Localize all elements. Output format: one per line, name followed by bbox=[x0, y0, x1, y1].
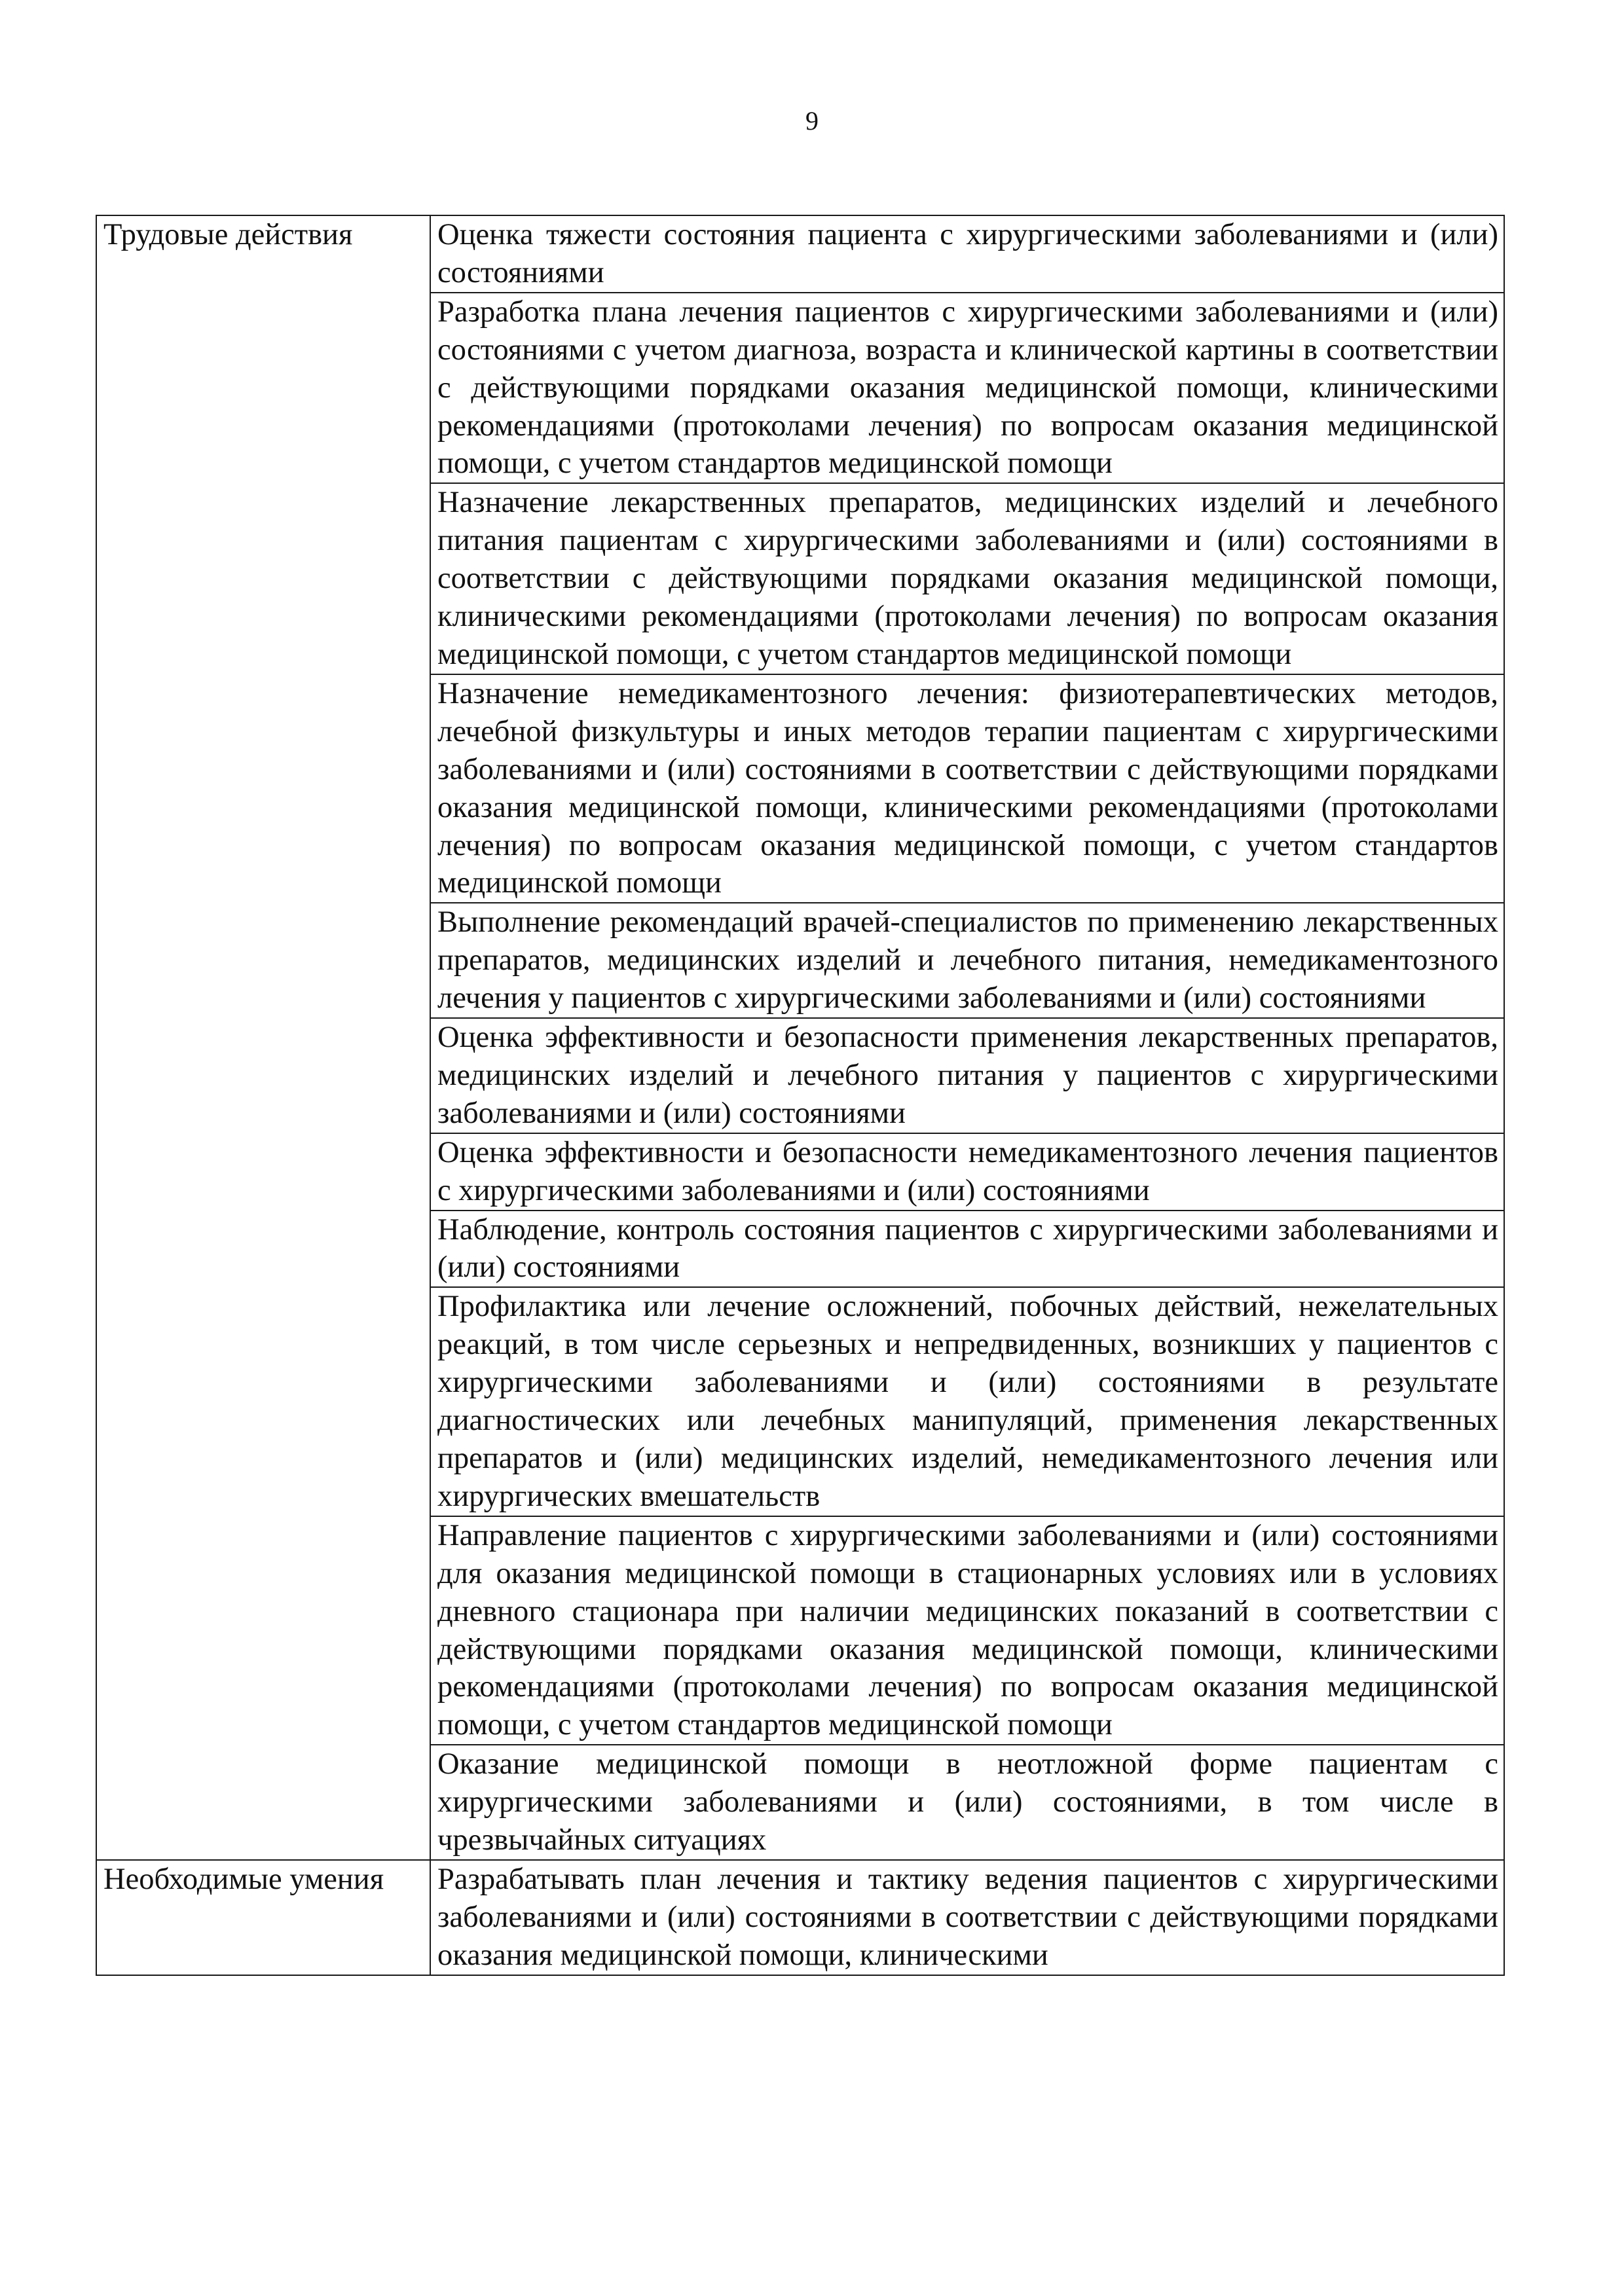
section-label-required-skills: Необходимые умения bbox=[96, 1860, 430, 1975]
table-cell: Профилактика или лечение осложнений, побочных действий, нежелательных реакций, в том числе серьезных и непредвиденных, возникших у пациентов с хирургическими заболеваниями и (или) состояниями в результате диагностических или лечебных манипуляций, применения лекарственных препаратов и (или) медицинских изделий, немедикаментозного лечения или хирургических вмешательств bbox=[430, 1287, 1504, 1516]
table-cell: Направление пациентов с хирургическими заболеваниями и (или) состояниями для оказания медицинской помощи в стационарных условиях или в условиях дневного стационара при наличии медицинских показаний в соответствии с действующими порядками оказания медицинской помощи, клиническими рекомендациями (протоколами лечения) по вопросам оказания медицинской помощи, с учетом стандартов медицинской помощи bbox=[430, 1516, 1504, 1745]
labor-functions-table bbox=[96, 215, 1505, 1976]
section-label-labor-actions: Трудовые действия bbox=[96, 215, 430, 1860]
table-cell: Наблюдение, контроль состояния пациентов с хирургическими заболеваниями и (или) состояниями bbox=[430, 1211, 1504, 1288]
table-cell: Выполнение рекомендаций врачей-специалистов по применению лекарственных препаратов, медицинских изделий и лечебного питания, немедикаментозного лечения у пациентов с хирургическими заболеваниями и (или) состояниями bbox=[430, 903, 1504, 1018]
table-cell: Оценка тяжести состояния пациента с хирургическими заболеваниями и (или) состояниями bbox=[430, 215, 1504, 293]
table-cell: Назначение немедикаментозного лечения: физиотерапевтических методов, лечебной физкультуры и иных методов терапии пациентам с хирургическими заболеваниями и (или) состояниями в соответствии с действующими порядками оказания медицинской помощи, клиническими рекомендациями (протоколами лечения) по вопросам оказания медицинской помощи, с учетом стандартов медицинской помощи bbox=[430, 674, 1504, 903]
table-row bbox=[96, 1860, 1504, 1975]
table-cell: Назначение лекарственных препаратов, медицинских изделий и лечебного питания пациентам с хирургическими заболеваниями и (или) состояниями в соответствии с действующими порядками оказания медицинской помощи, клиническими рекомендациями (протоколами лечения) по вопросам оказания медицинской помощи, с учетом стандартов медицинской помощи bbox=[430, 483, 1504, 674]
table-cell: Разработка плана лечения пациентов с хирургическими заболеваниями и (или) состояниями с учетом диагноза, возраста и клинической картины в соответствии с действующими порядками оказания медицинской помощи, клиническими рекомендациями (протоколами лечения) по вопросам оказания медицинской помощи, с учетом стандартов медицинской помощи bbox=[430, 293, 1504, 484]
page-number: 9 bbox=[805, 106, 819, 136]
table-cell: Оценка эффективности и безопасности применения лекарственных препаратов, медицинских изделий и лечебного питания у пациентов с хирургическими заболеваниями и (или) состояниями bbox=[430, 1018, 1504, 1133]
table-cell: Оценка эффективности и безопасности немедикаментозного лечения пациентов с хирургическими заболеваниями и (или) состояниями bbox=[430, 1133, 1504, 1211]
table-cell: Разрабатывать план лечения и тактику ведения пациентов с хирургическими заболеваниями и (или) состояниями в соответствии с действующими порядками оказания медицинской помощи, клиническими bbox=[430, 1860, 1504, 1975]
table-row bbox=[96, 215, 1504, 293]
table-cell: Оказание медицинской помощи в неотложной форме пациентам с хирургическими заболеваниями и (или) состояниями, в том числе в чрезвычайных ситуациях bbox=[430, 1745, 1504, 1860]
